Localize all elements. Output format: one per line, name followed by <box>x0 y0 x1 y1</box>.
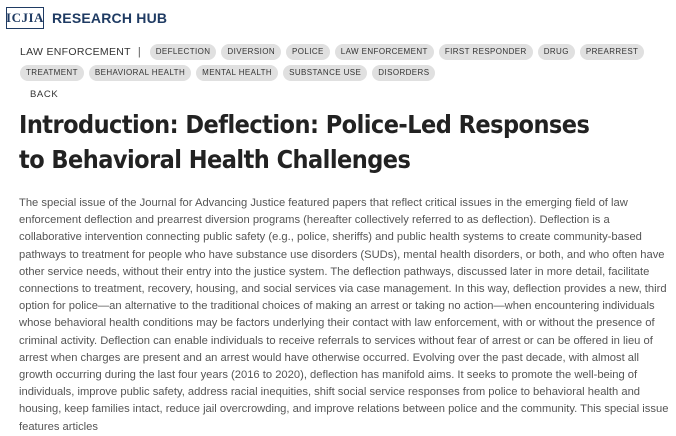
category-label[interactable]: LAW ENFORCEMENT <box>20 46 131 58</box>
back-link[interactable]: BACK <box>30 89 59 100</box>
article-body: The special issue of the Journal for Advancing Justice featured papers that reflect critical issues in the emerging field of law enforcement deflection and prearrest diversion programs (hereafter collectively referred to as deflection). Deflection is a collaborative intervention connecting public safety (e.g., police, sheriffs) and public health systems to create community-based pathways to treatment for people who have substance use disorders (SUDs), mental health disorders, or both, and who often have other service needs, without their entry into the justice system. The deflection pathways, discussed later in more detail, facilitate connections to treatment, recovery, housing, and social services via case management. In this way, deflection provides a new, third option for police—an alternative to the traditional choices of making an arrest or taking no action—when encountering individuals whose behavioral health conditions may be factors underlying their contact with law enforcement, with or without the presence of criminal activity. Deflection can enable individuals to receive referrals to services without fear of arrest or can be offered in lieu of arrest when charges are present and an arrest would have otherwise occurred. Evolving over the past decade, with almost all growth occurring during the last four years (2016 to 2020), deflection has manifold aims. It seeks to promote the well-being of individuals, improve public safety, address racial inequities, shift social service responses from police to behavioral health and housing, keep families intact, reduce jail overcrowding, and improve relations between police and the community. This special issue features articles <box>19 197 669 433</box>
tag-deflection[interactable]: DEFLECTION <box>150 44 217 60</box>
category-separator: | <box>137 46 141 58</box>
tag-mental-health[interactable]: MENTAL HEALTH <box>196 65 278 81</box>
tag-drug[interactable]: DRUG <box>538 44 575 60</box>
tag-list <box>20 44 660 81</box>
tag-behavioral-health[interactable]: BEHAVIORAL HEALTH <box>89 65 191 81</box>
site-title[interactable]: RESEARCH HUB <box>52 10 168 26</box>
tag-police[interactable]: POLICE <box>286 44 330 60</box>
tag-diversion[interactable]: DIVERSION <box>221 44 281 60</box>
site-header <box>6 6 167 30</box>
tag-law-enforcement[interactable]: LAW ENFORCEMENT <box>335 44 434 60</box>
tag-treatment[interactable]: TREATMENT <box>20 65 84 81</box>
article-title: Introduction: Deflection: Police-Led Responses to Behavioral Health Challenges <box>19 110 590 174</box>
tag-first-responder[interactable]: FIRST RESPONDER <box>439 44 533 60</box>
tag-substance-use[interactable]: SUBSTANCE USE <box>283 65 367 81</box>
icjia-logo[interactable]: ICJIA <box>6 7 44 29</box>
tag-disorders[interactable]: DISORDERS <box>372 65 435 81</box>
tag-prearrest[interactable]: PREARREST <box>580 44 645 60</box>
